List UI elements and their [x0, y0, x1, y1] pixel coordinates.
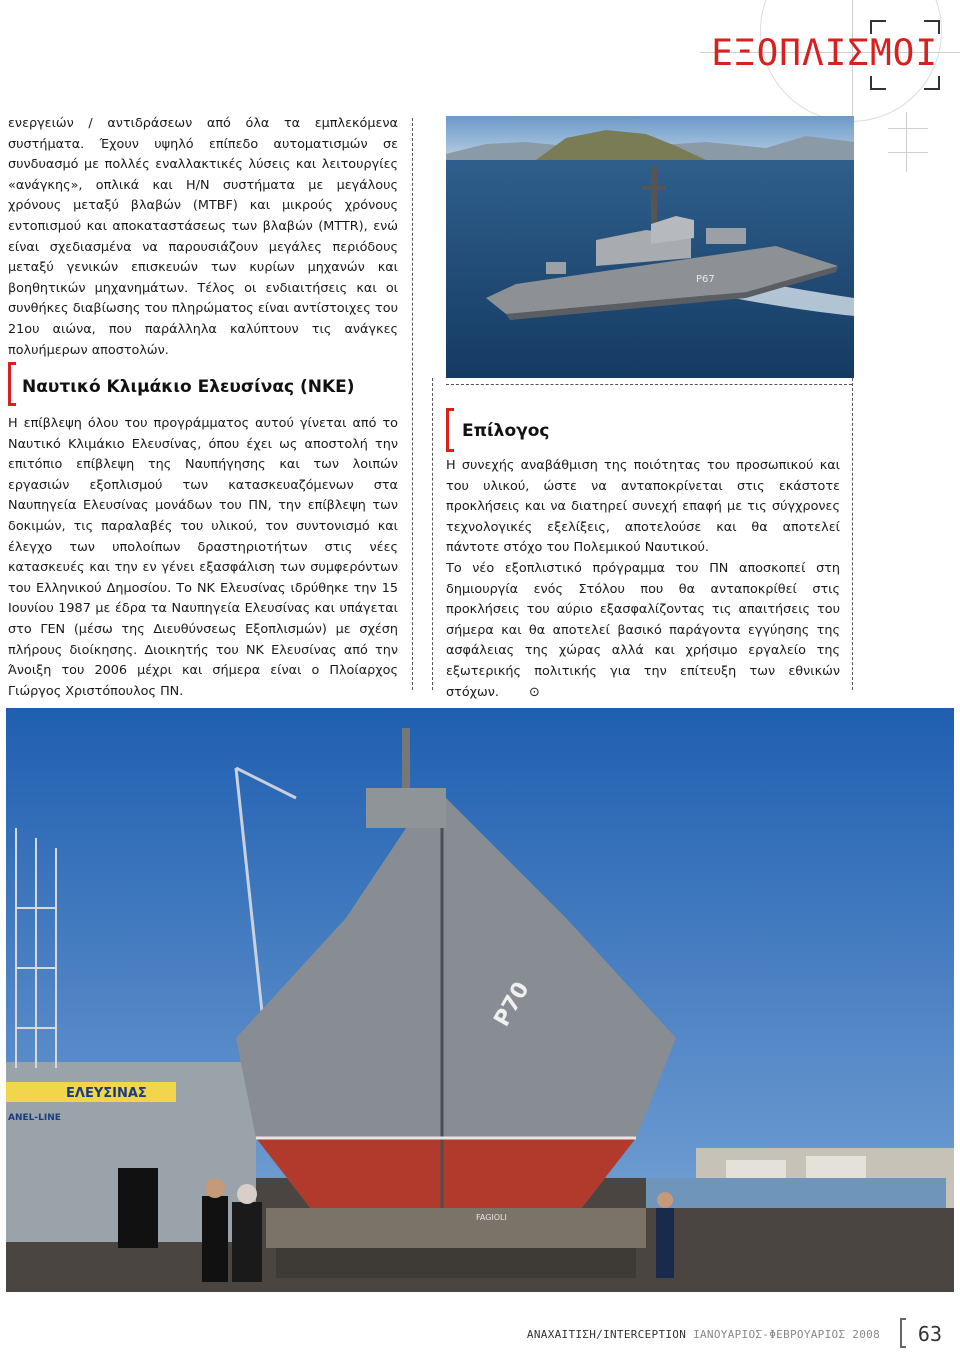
footer — [527, 1328, 880, 1342]
heading-nke: Ναυτικό Κλιμάκιο Ελευσίνας (ΝΚΕ) — [22, 377, 355, 397]
photo-bottom-dashed-line — [446, 384, 852, 385]
paragraph — [446, 559, 840, 703]
paragraph: Η επίβλεψη όλου του προγράμματος αυτού γίνεται από το Ναυτικό Κλιμάκιο Ελευσίνας, όπου έχει ως αποστολή την επιτόπιο επίβλεψη της Ναυπήγησης και των λοιπών εργασιών εξοπλισμού των κατασκευαζόμενων στα Ναυπηγεία Ελευσίνας μονάδων του ΠΝ, την επίβλεψη των δοκιμών, τις παραλαβές του υλικού, τον συντονισμό και έλεγχο των υπολοίπων δραστηριοτήτων στις νέες κατασκευές και την εν γένει εξασφάλιση των συμφερόντων του Ελληνικού Δημοσίου. Το ΝΚ Ελευσίνας ιδρύθηκε την 15 Ιουνίου 1987 με έδρα τα Ναυπηγεία Ελευσίνας και υπάγεται στο ΓΕΝ (μέσω της Διευθύνσεως Εξοπλισμών) με σχέση πλήρους διοίκησης. Διοικητής του ΝΚ Ελευσίνας από την Άνοιξη του 2006 μέχρι και σήμερα είναι ο Πλοίαρχος Γιώργος Χριστόπουλος ΠΝ. — [8, 416, 398, 699]
page-number: 63 — [917, 1322, 942, 1346]
building-sign-small: ANEL-LINE — [8, 1113, 61, 1123]
crosshair-tick-1 — [888, 128, 928, 129]
photo-ship-drydock-illustration — [6, 708, 954, 1292]
footer-issue: ΙΑΝΟΥΑΡΙΟΣ-ΦΕΒΡΟΥΑΡΙΟΣ 2008 — [693, 1328, 880, 1341]
right-edge-dashed-line — [852, 378, 853, 690]
center-dashed-line-lower — [432, 378, 433, 690]
heading-bracket-epilogue — [446, 408, 454, 452]
ship-hull-number: P67 — [696, 274, 715, 285]
epilogue-text — [446, 456, 840, 703]
corner-mark-top-left — [870, 20, 886, 34]
end-mark-icon: ⊙ — [529, 684, 540, 700]
paragraph-text: Το νέο εξοπλιστικό πρόγραμμα του ΠΝ αποσκοπεί στη δημιουργία ενός Στόλου που θα ανταποκρίθεί στις προκλήσεις του αύριο εξασφαλίζοντας τις απαιτήσεις του σήμερα και θα αποτελεί βασικό παράγοντα εγγύησης της ασφάλειας της χώρας αλλά και χρήσιμο εργαλείο της εξωτερικής πολιτικής για την επίτευξη των εθνικών στόχων. — [446, 560, 840, 700]
photo-ship-at-sea-illustration — [446, 116, 854, 378]
section-title: ΕΞΟΠΛΙΣΜΟΙ — [711, 33, 938, 74]
column-divider-vertical — [412, 118, 413, 690]
crosshair-tick-3 — [906, 112, 907, 172]
paragraph: ενεργειών / αντιδράσεων από όλα τα εμπλεκόμενα συστήματα. Έχουν υψηλό επίπεδο αυτοματισμών σε συνδυασμό με πολλές εναλλακτικές λύσεις και λειτουργίες «ανάγκης», οπλικά και Η/Ν συστήματα με μεγάλους χρόνους μεταξύ βλαβών (MTBF) και μικρούς χρόνους εντοπισμού και αποκαταστάσεως των βλαβών (MTTR), ενώ είναι σχεδιασμένα να παρουσιάζουν μεγάλες περιόδους μεταξύ γενικών επισκευών των κυρίων μηχανών και βοηθητικών μηχανημάτων. Τέλος οι ενδιαιτήσεις και οι συνθήκες διαβίωσης του πληρώματος είναι αντίστοιχες του 21ου αιώνα, που παράλληλα καλύπτουν τις ανάγκες πολυήμερων αποστολών. — [8, 116, 398, 358]
corner-mark-top-right — [924, 20, 940, 34]
photo-ship-drydock — [6, 708, 954, 1292]
crosshair-tick-2 — [888, 152, 928, 153]
left-column-top — [8, 114, 398, 361]
paragraph: Η συνεχής αναβάθμιση της ποιότητας του προσωπικού και του υλικού, ώστε να ανταποκρίνεται στις εκάστοτε προκλήσεις και να διατηρεί συνεχή επαφή με τις σύγχρονες τεχνολογικές εξελίξεις, αποτελούσε και θα αποτελεί πάντοτε στόχο του Πολεμικού Ναυτικού. — [446, 458, 840, 556]
transport-machine-label: FAGIOLI — [476, 1213, 507, 1222]
building-sign: ΕΛΕΥΣΙΝΑΣ — [66, 1086, 147, 1101]
corner-mark-bottom-left — [870, 76, 886, 90]
corner-mark-bottom-right — [924, 76, 940, 90]
page-number-bracket — [900, 1318, 906, 1348]
drydock-ship-number: P70 — [489, 978, 535, 1031]
photo-ship-at-sea — [446, 116, 854, 378]
footer-magazine: ΑΝΑΧΑΙΤΙΣΗ/INTERCEPTION — [526, 1328, 687, 1341]
nke-text — [8, 414, 398, 702]
heading-epilogue: Επίλογος — [462, 421, 550, 441]
heading-bracket-nke — [8, 362, 16, 406]
